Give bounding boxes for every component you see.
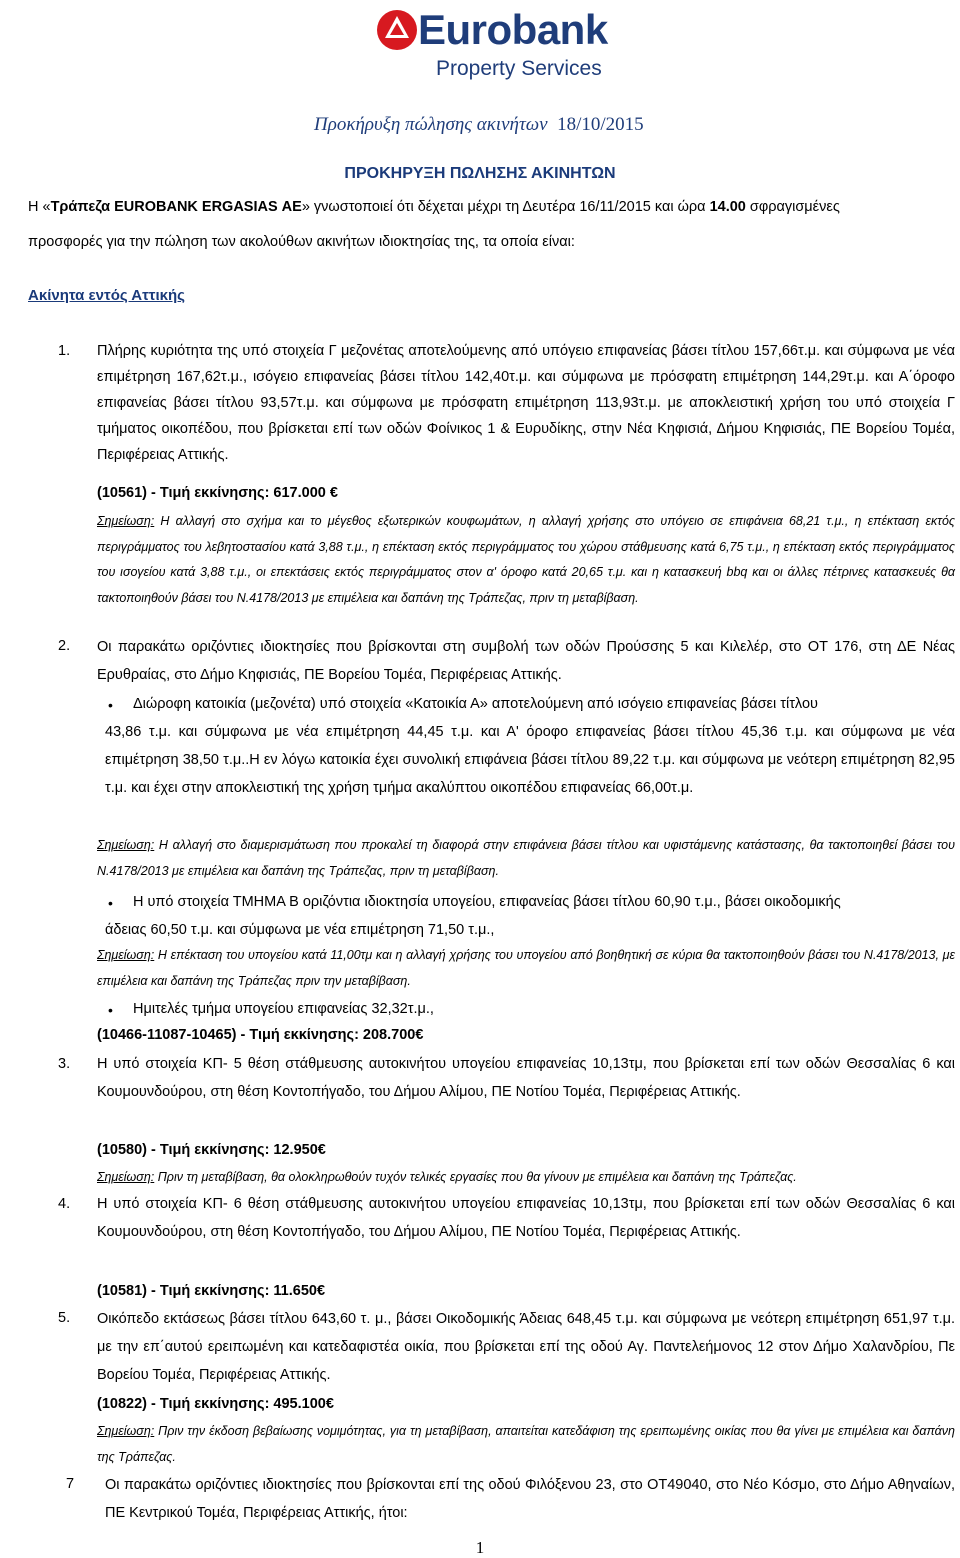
item-2-bullet-1: Διώροφη κατοικία (μεζονέτα) υπό στοιχεία «Κατοικία Α» αποτελούμενη από ισόγειο επιφανείας βάσει τίτλου	[133, 696, 818, 712]
item-1-text: Πλήρης κυριότητα της υπό στοιχεία Γ μεζονέτας αποτελούμενης από υπόγειο επιφανείας βάσει τίτλου 157,66τ.μ. και σύμφωνα με νέα επιμέτρηση 167,62τ.μ., ισόγειο επιφανείας βάσει τίτλου 142,40τ.μ. και σύμφωνα με πρόσφατη επιμέτρηση 144,29τ.μ. και Α΄όροφο επιφανείας βάσει τίτλου 93,57τ.μ. και σύμφωνα με πρόσφατη επιμέτρηση 113,93τ.μ. με αποκλειστική χρήση του υπό στοιχεία Γ τμήματος οικοπέδου, που βρίσκεται επί των οδών Φοίνικος 1 & Ευρυδίκης, στην Νέα Κηφισιά, Δήμου Κηφισιάς, ΠΕ Βορείου Τομέα, Περιφέρειας Αττικής.	[97, 343, 955, 463]
item-1-note: Σημείωση: Η αλλαγή στο σχήμα και το μέγεθος εξωτερικών κουφωμάτων, η αλλαγή χρήσης στο υπόγειο σε επιφάνεια 68,21 τ.μ., η επέκταση εκτός περιγράμματος του λεβητοστασίου κατά 3,88 τ.μ., η επέκταση εκτός περιγράμματος του χώρου στάθμευσης κατά 6,75 τ.μ., η επέκταση εκτός περιγράμματος του ισογείου κατά 3,88 τ.μ., οι επεκτάσεις εκτός περιγράμματος στον α' όροφο κατά 20,65 τ.μ. και η κατασκευή bbq και οι άλλες πέτρινες κατασκευές θα τακτοποιηθούν βάσει του Ν.4178/2013 με επιμέλεια και δαπάνη της Τράπεζας, πριν τη μεταβίβαση.	[97, 514, 955, 605]
bullet-icon: •	[108, 697, 113, 713]
item-5-price: (10822) - Τιμή εκκίνησης: 495.100€	[97, 1396, 334, 1412]
item-1-price: (10561) - Τιμή εκκίνησης: 617.000 €	[97, 485, 338, 501]
item-2-bullet-3: Ημιτελές τμήμα υπογείου επιφανείας 32,32τ.μ.,	[133, 1001, 434, 1017]
item-2-note-2: Σημείωση: Η επέκταση του υπογείου κατά 11,00τμ και η αλλαγή χρήσης του υπογείου από βοηθητική σε κύρια θα τακτοποιηθούν βάσει του Ν.4178/2013, με επιμέλεια και δαπάνη της Τράπεζας πριν την μεταβίβαση.	[97, 948, 955, 988]
item-4-text: Η υπό στοιχεία ΚΠ- 6 θέση στάθμευσης αυτοκινήτου υπογείου επιφανείας 10,13τμ, που βρίσκεται επί των οδών Θεσσαλίας 6 και Κουμουνδούρου, στη θέση Κοντοπήγαδο, του Δήμου Αλίμου, ΠΕ Νοτίου Τομέα, Περιφέρειας Αττικής.	[97, 1196, 955, 1240]
item-number: 1.	[58, 343, 71, 359]
header-date: 18/10/2015	[557, 114, 644, 135]
item-2-price: (10466-11087-10465) - Τιμή εκκίνησης: 208.700€	[97, 1027, 424, 1043]
item-4-price: (10581) - Τιμή εκκίνησης: 11.650€	[97, 1283, 326, 1299]
page-number: 1	[475, 1538, 485, 1557]
item-3-text: Η υπό στοιχεία ΚΠ- 5 θέση στάθμευσης αυτοκινήτου υπογείου επιφανείας 10,13τμ, που βρίσκεται επί των οδών Θεσσαλίας 6 και Κουμουνδούρου, στη θέση Κοντοπήγαδο, του Δήμου Αλίμου, ΠΕ Νοτίου Τομέα, Περιφέρειας Αττικής.	[97, 1056, 955, 1100]
item-number: 7	[66, 1476, 75, 1492]
bullet-icon: •	[108, 895, 113, 911]
logo-subtitle: Property Services	[436, 57, 602, 80]
header-line	[314, 114, 644, 136]
item-5-note: Σημείωση: Πριν την έκδοση βεβαίωσης νομιμότητας, για τη μεταβίβαση, απαιτείται κατεδάφιση της ερειπωμένης οικίας που θα γίνει με επιμέλεια και δαπάνη της Τράπεζας.	[97, 1424, 955, 1464]
item-number: 2.	[58, 638, 71, 654]
bank-name: Τράπεζα EUROBANK ERGASIAS ΑΕ	[50, 199, 302, 215]
item-2-bullet-2-cont: άδειας 60,50 τ.μ. και σύμφωνα με νέα επιμέτρηση 71,50 τ.μ.,	[105, 922, 495, 938]
item-number: 3.	[58, 1056, 71, 1072]
logo-brand: Eurobank	[418, 6, 608, 53]
item-2-bullet-1-cont: 43,86 τ.μ. και σύμφωνα με νέα επιμέτρηση 44,45 τ.μ. και Α' όροφο επιφανείας βάσει τίτλου 45,36 τ.μ. και σύμφωνα με νέα επιμέτρηση 38,50 τ.μ..Η εν λόγω κατοικία έχει συνολική επιφάνεια βάσει τίτλου 89,22 τ.μ. και σύμφωνα με νεότερη επιμέτρηση 82,95 τ.μ. και έχει στην αποκλειστική της χρήση τμήμα ακαλύπτου οικοπέδου επιφανείας 66,00τ.μ.	[105, 724, 955, 796]
header-title: Προκήρυξη πώλησης ακινήτων	[314, 114, 548, 135]
item-7-text: Οι παρακάτω οριζόντιες ιδιοκτησίες που βρίσκονται επί της οδού Φιλόξενου 23, στο ΟΤ49040, στο Νέο Κόσμο, στο Δήμο Αθηναίων, ΠΕ Κεντρικού Τομέα, Περιφέρειας Αττικής, ήτοι:	[105, 1477, 955, 1521]
item-3-price: (10580) - Τιμή εκκίνησης: 12.950€	[97, 1142, 326, 1158]
section-heading: Ακίνητα εντός Αττικής	[28, 287, 185, 304]
item-3-note: Σημείωση: Πριν τη μεταβίβαση, θα ολοκληρωθούν τυχόν τελικές εργασίες που θα γίνουν με επιμέλεια και δαπάνη της Τράπεζας.	[97, 1170, 797, 1184]
intro-line-1: Η «Τράπεζα EUROBANK ERGASIAS ΑΕ» γνωστοποιεί ότι δέχεται μέχρι τη Δευτέρα 16/11/2015 και ώρα 14.00 σφραγισμένες	[28, 199, 840, 215]
deadline-time: 14.00	[709, 199, 746, 215]
item-number: 4.	[58, 1196, 71, 1212]
intro-line-2: προσφορές για την πώληση των ακολούθων ακινήτων ιδιοκτησίας της, τα οποία είναι:	[28, 234, 575, 250]
item-number: 5.	[58, 1310, 71, 1326]
item-5-text: Οικόπεδο εκτάσεως βάσει τίτλου 643,60 τ. μ., βάσει Οικοδομικής Άδειας 648,45 τ.μ. και σύμφωνα με νεότερη επιμέτρηση 651,97 τ.μ. με την επ΄αυτού ερειπωμένη και κατεδαφιστέα οικία, που βρίσκεται επί της οδού Αγ. Παντελεήμονος 12 στον Δήμο Χαλανδρίου, Πε Βορείου Τομέα, Περιφέρειας Αττικής.	[97, 1311, 955, 1383]
bullet-icon: •	[108, 1002, 113, 1018]
document-title: ΠΡΟΚΗΡΥΞΗ ΠΩΛΗΣΗΣ ΑΚΙΝΗΤΩΝ	[344, 165, 616, 182]
item-2-text: Οι παρακάτω οριζόντιες ιδιοκτησίες που βρίσκονται στη συμβολή των οδών Προύσσης 5 και Κιλελέρ, στο ΟΤ 176, στη ΔΕ Νέας Ερυθραίας, στο Δήμο Κηφισιάς, ΠΕ Βορείου Τομέα, Περιφέρειας Αττικής.	[97, 639, 955, 683]
item-2-note-1: Σημείωση: Η αλλαγή στο διαμερισμάτωση που προκαλεί τη διαφορά στην επιφάνεια βάσει τίτλου και υφιστάμενης κατάστασης, θα τακτοποιηθεί βάσει του Ν.4178/2013 με επιμέλεια και δαπάνη της Τράπεζας, πριν τη μεταβίβαση.	[97, 838, 955, 878]
item-2-bullet-2: Η υπό στοιχεία ΤΜΗΜΑ Β οριζόντια ιδιοκτησία υπογείου, επιφανείας βάσει τίτλου 60,90 τ.μ., βάσει οικοδομικής	[133, 894, 841, 910]
